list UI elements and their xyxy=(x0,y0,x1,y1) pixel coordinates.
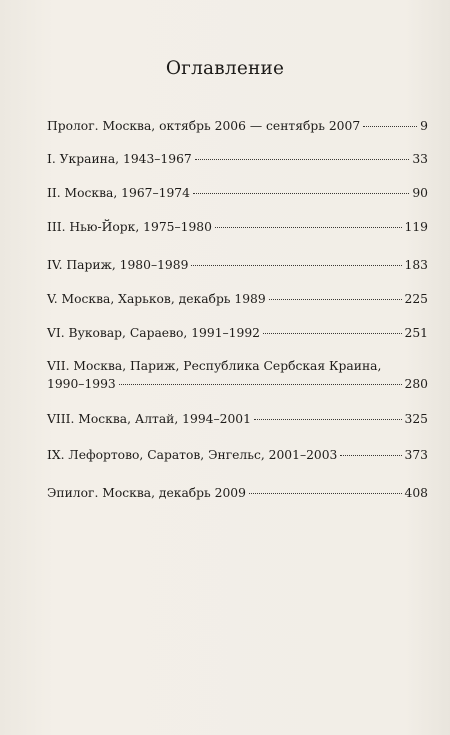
dot-leader xyxy=(263,333,402,334)
dot-leader xyxy=(193,193,409,194)
toc-entry-label: V. Москва, Харьков, декабрь 1989 xyxy=(47,292,266,306)
toc-entry-prologue[interactable] xyxy=(47,117,428,135)
toc-entry-label-line1: VII. Москва, Париж, Республика Сербская Краина, xyxy=(47,359,382,373)
dot-leader xyxy=(340,455,401,456)
toc-page-number: 9 xyxy=(420,119,428,133)
dot-leader xyxy=(215,227,402,228)
toc-entry-chapter-1[interactable] xyxy=(47,150,428,168)
toc-page-number: 325 xyxy=(404,412,428,426)
dot-leader xyxy=(195,159,410,160)
toc-page-number: 373 xyxy=(404,448,428,462)
toc-entry-label: IX. Лефортово, Саратов, Энгельс, 2001–2003 xyxy=(47,448,338,462)
toc-entry-chapter-7[interactable] xyxy=(47,357,428,393)
toc-page-number: 90 xyxy=(412,186,428,200)
page-title: Оглавление xyxy=(165,58,285,79)
dot-leader xyxy=(269,299,402,300)
toc-entry-label: Пролог. Москва, октябрь 2006 — сентябрь 2007 xyxy=(47,119,361,133)
toc-entry-chapter-6[interactable] xyxy=(47,324,428,342)
toc-entry-label: I. Украина, 1943–1967 xyxy=(47,152,192,166)
toc-entry-chapter-4[interactable] xyxy=(47,256,428,274)
toc-page-number: 251 xyxy=(404,326,428,340)
toc-entry-chapter-9[interactable] xyxy=(47,446,428,464)
toc-entry-chapter-2[interactable] xyxy=(47,184,428,202)
dot-leader xyxy=(191,265,401,266)
dot-leader xyxy=(249,493,402,494)
toc-entry-label: VI. Вуковар, Сараево, 1991–1992 xyxy=(47,326,260,340)
toc-page-number: 408 xyxy=(404,486,428,500)
toc-entry-label: IV. Париж, 1980–1989 xyxy=(47,258,189,272)
toc-entry-chapter-8[interactable] xyxy=(47,410,428,428)
toc-page-number: 33 xyxy=(412,152,428,166)
toc-entry-label: 1990–1993 xyxy=(47,377,116,391)
toc-page-number: 225 xyxy=(404,292,428,306)
toc-entry-chapter-5[interactable] xyxy=(47,290,428,308)
toc-page-number: 119 xyxy=(404,220,428,234)
toc-entry-label: Эпилог. Москва, декабрь 2009 xyxy=(47,486,246,500)
dot-leader xyxy=(363,126,417,127)
toc-page-number: 280 xyxy=(404,377,428,391)
toc-entry-label: VIII. Москва, Алтай, 1994–2001 xyxy=(47,412,251,426)
dot-leader xyxy=(119,384,402,385)
dot-leader xyxy=(254,419,402,420)
toc-entry-epilogue[interactable] xyxy=(47,484,428,502)
toc-entry-label: III. Нью-Йорк, 1975–1980 xyxy=(47,220,212,234)
toc-entry-label: II. Москва, 1967–1974 xyxy=(47,186,190,200)
toc-page-number: 183 xyxy=(404,258,428,272)
toc-entry-chapter-3[interactable] xyxy=(47,218,428,236)
